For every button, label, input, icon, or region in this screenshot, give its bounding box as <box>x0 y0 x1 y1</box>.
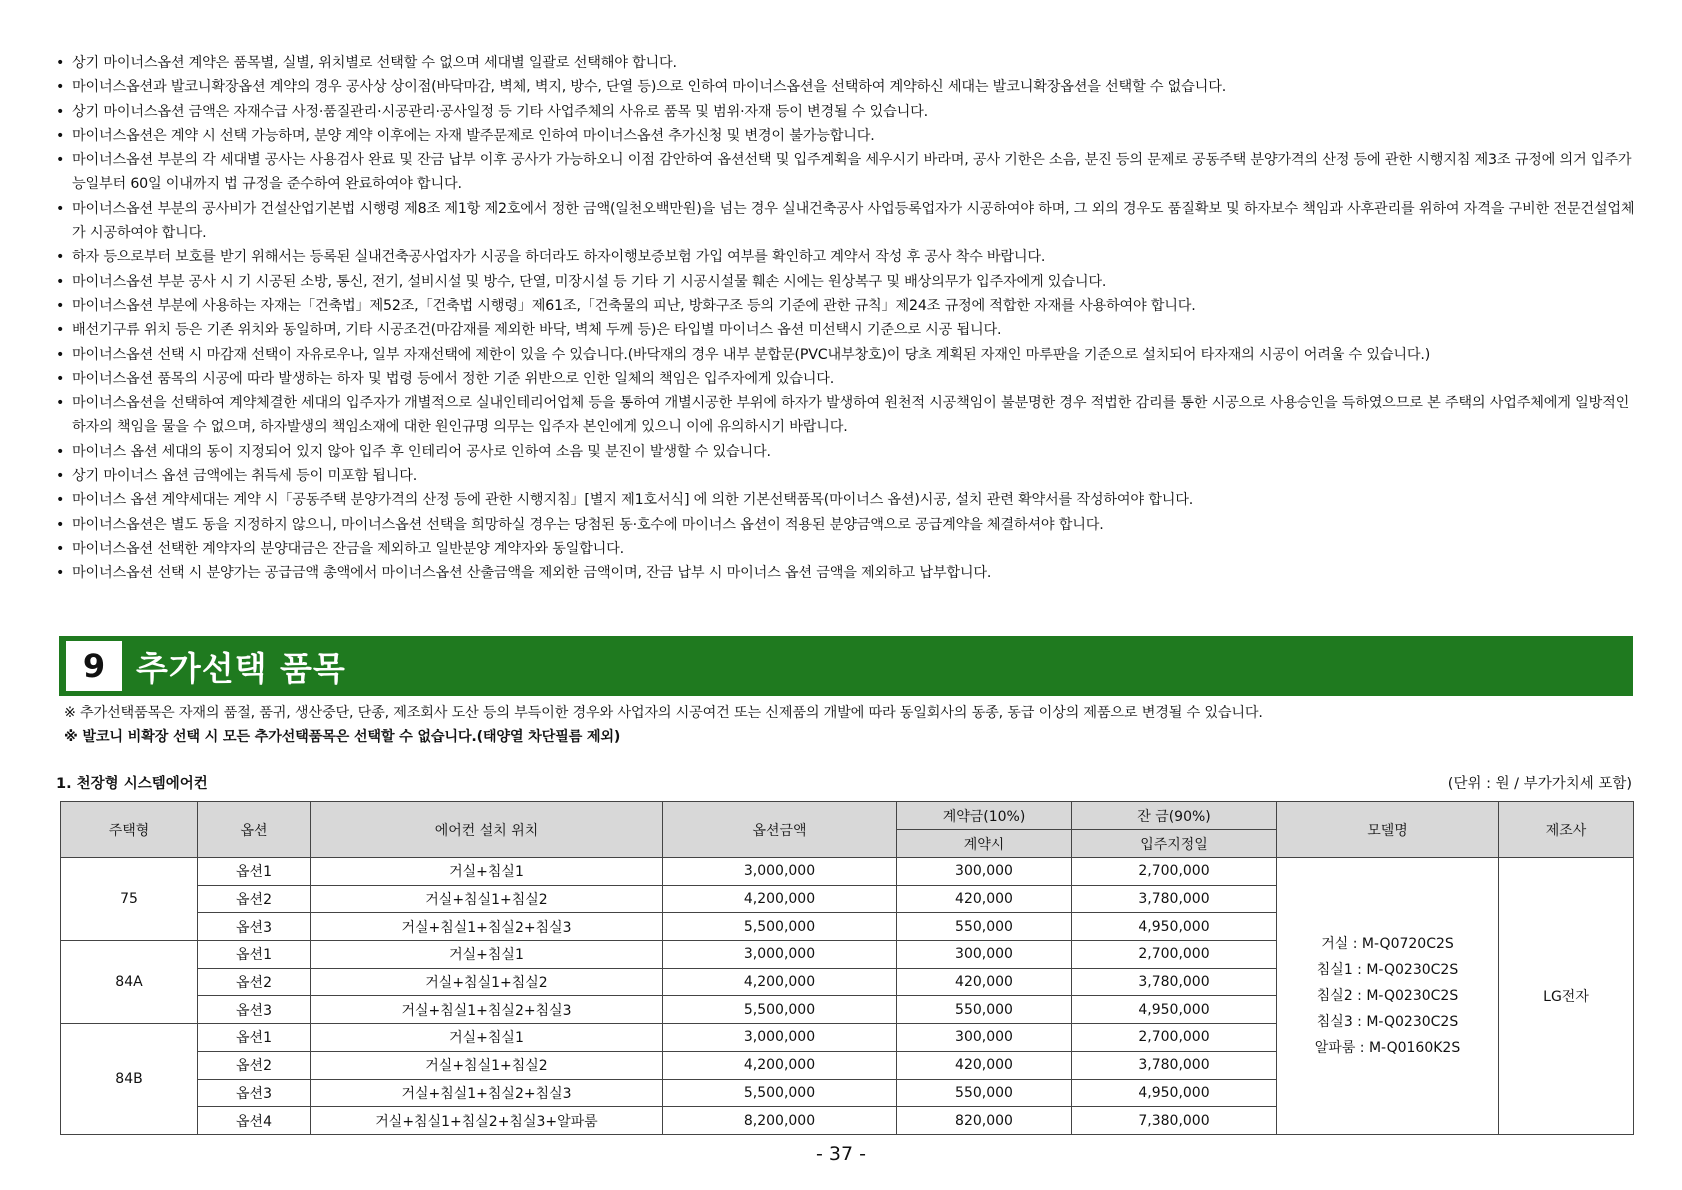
note-item: • 배선기구류 위치 등은 기존 위치와 동일하며, 기타 시공조건(마감재를 제외한 바닥, 벽체 두께 등)은 타입별 마이너스 옵션 미선택시 기준으로 시공 됩니다. <box>56 318 1636 342</box>
model-line: 침실3 : M-Q0230C2S <box>1316 1013 1459 1030</box>
aircon-option-table <box>60 801 1634 1135</box>
header-location: 에어컨 설치 위치 <box>311 802 663 858</box>
option-cell: 옵션1 <box>198 1024 311 1052</box>
maker-cell: LG전자 <box>1499 858 1634 1135</box>
price-cell: 4,200,000 <box>663 968 897 996</box>
note-item: • 마이너스옵션은 계약 시 선택 가능하며, 분양 계약 이후에는 자재 발주문제로 인하여 마이너스옵션 추가신청 및 변경이 불가능합니다. <box>56 124 1636 148</box>
subsection-title: 1. 천장형 시스템에어컨 <box>56 776 208 792</box>
type-cell: 75 <box>61 858 198 941</box>
note-item: • 마이너스옵션을 선택하여 계약체결한 세대의 입주자가 개별적으로 실내인테리어업체 등을 통하여 개별시공한 부위에 하자가 발생하여 원천적 시공책임이 불분명한 경우 적법한 감리를 통한 시공으로 사용승인을 득하였으므로 본 주택의 사업주체에게 일방적인 하자의 책임을 물을 수 없으며, 하자발생의 책임소재에 대한 원인규명 의무는 입주자 본인에게 있으니 이에 유의하시기 바랍니다. <box>56 391 1636 440</box>
note-item: • 마이너스옵션 부분 공사 시 기 시공된 소방, 통신, 전기, 설비시설 및 방수, 단열, 미장시설 등 기타 기 시공시설물 훼손 시에는 원상복구 및 배상의무가 입주자에게 있습니다. <box>56 270 1636 294</box>
header-deposit: 계약금(10%) <box>897 802 1072 830</box>
price-cell: 4,200,000 <box>663 885 897 913</box>
header-deposit-sub: 계약시 <box>897 830 1072 858</box>
balance-cell: 2,700,000 <box>1072 941 1277 969</box>
deposit-cell: 420,000 <box>897 1051 1072 1079</box>
deposit-cell: 420,000 <box>897 885 1072 913</box>
header-price: 옵션금액 <box>663 802 897 858</box>
balance-cell: 4,950,000 <box>1072 913 1277 941</box>
note-item: • 상기 마이너스옵션 계약은 품목별, 실별, 위치별로 선택할 수 없으며 세대별 일괄로 선택해야 합니다. <box>56 51 1636 75</box>
header-option: 옵션 <box>198 802 311 858</box>
remark-note: ※ 추가선택품목은 자재의 품절, 품귀, 생산중단, 단종, 제조회사 도산 등의 부득이한 경우와 사업자의 시공여건 또는 신제품의 개발에 따라 동일회사의 동종, 동급 이상의 제품으로 변경될 수 있습니다. <box>64 705 1263 721</box>
price-cell: 3,000,000 <box>663 941 897 969</box>
balance-cell: 7,380,000 <box>1072 1107 1277 1135</box>
option-cell: 옵션2 <box>198 1051 311 1079</box>
deposit-cell: 420,000 <box>897 968 1072 996</box>
location-cell: 거실+침실1 <box>311 941 663 969</box>
header-maker: 제조사 <box>1499 802 1634 858</box>
section-number: 9 <box>66 641 122 691</box>
option-cell: 옵션2 <box>198 885 311 913</box>
deposit-cell: 820,000 <box>897 1107 1072 1135</box>
deposit-cell: 550,000 <box>897 913 1072 941</box>
option-cell: 옵션1 <box>198 858 311 886</box>
location-cell: 거실+침실1+침실2 <box>311 885 663 913</box>
location-cell: 거실+침실1+침실2 <box>311 968 663 996</box>
note-item: • 마이너스옵션과 발코니확장옵션 계약의 경우 공사상 상이점(바닥마감, 벽체, 벽지, 방수, 단열 등)으로 인하여 마이너스옵션을 선택하여 계약하신 세대는 발코니확장옵션을 선택할 수 없습니다. <box>56 75 1636 99</box>
balance-cell: 4,950,000 <box>1072 996 1277 1024</box>
option-cell: 옵션1 <box>198 941 311 969</box>
note-item: • 마이너스 옵션 세대의 동이 지정되어 있지 않아 입주 후 인테리어 공사로 인하여 소음 및 분진이 발생할 수 있습니다. <box>56 440 1636 464</box>
deposit-cell: 300,000 <box>897 1024 1072 1052</box>
note-item: • 마이너스옵션 선택한 계약자의 분양대금은 잔금을 제외하고 일반분양 계약자와 동일합니다. <box>56 537 1636 561</box>
price-cell: 5,500,000 <box>663 913 897 941</box>
note-item: • 마이너스옵션 품목의 시공에 따라 발생하는 하자 및 법령 등에서 정한 기준 위반으로 인한 일체의 책임은 입주자에게 있습니다. <box>56 367 1636 391</box>
note-item: • 마이너스옵션 부분에 사용하는 자재는「건축법」제52조,「건축법 시행령」제61조,「건축물의 피난, 방화구조 등의 기준에 관한 규칙」제24조 규정에 적합한 자재를 사용하여야 합니다. <box>56 294 1636 318</box>
remark-note-bold: ※ 발코니 비확장 선택 시 모든 추가선택품목은 선택할 수 없습니다.(태양열 차단필름 제외) <box>64 729 621 745</box>
note-item: • 마이너스옵션 부분의 각 세대별 공사는 사용검사 완료 및 잔금 납부 이후 공사가 가능하오니 이점 감안하여 옵션선택 및 입주계획을 세우시기 바라며, 공사 기한은 소음, 분진 등의 문제로 공동주택 분양가격의 산정 등에 관한 시행지침 제3조 규정에 의거 입주가능일부터 60일 이내까지 법 규정을 준수하여 완료하여야 합니다. <box>56 148 1636 197</box>
option-cell: 옵션3 <box>198 1079 311 1107</box>
note-item: • 마이너스옵션 선택 시 마감재 선택이 자유로우나, 일부 자재선택에 제한이 있을 수 있습니다.(바닥재의 경우 내부 분합문(PVC내부창호)이 당초 계획된 자재인 마루판을 기준으로 설치되어 타자재의 시공이 어려울 수 있습니다.) <box>56 343 1636 367</box>
model-line: 침실2 : M-Q0230C2S <box>1316 987 1459 1004</box>
header-type: 주택형 <box>61 802 198 858</box>
deposit-cell: 300,000 <box>897 858 1072 886</box>
option-cell: 옵션2 <box>198 968 311 996</box>
type-cell: 84B <box>61 1024 198 1135</box>
price-cell: 5,500,000 <box>663 996 897 1024</box>
model-line: 거실 : M-Q0720C2S <box>1321 935 1454 952</box>
note-item: • 마이너스옵션 선택 시 분양가는 공급금액 총액에서 마이너스옵션 산출금액을 제외한 금액이며, 잔금 납부 시 마이너스 옵션 금액을 제외하고 납부합니다. <box>56 561 1636 585</box>
section-header <box>59 636 1633 696</box>
price-cell: 3,000,000 <box>663 1024 897 1052</box>
note-item: • 마이너스 옵션 계약세대는 계약 시「공동주택 분양가격의 산정 등에 관한 시행지침」[별지 제1호서식] 에 의한 기본선택품목(마이너스 옵션)시공, 설치 관련 확약서를 작성하여야 합니다. <box>56 488 1636 512</box>
note-item: • 마이너스옵션은 별도 동을 지정하지 않으니, 마이너스옵션 선택을 희망하실 경우는 당첨된 동·호수에 마이너스 옵션이 적용된 분양금액으로 공급계약을 체결하셔야 합니다. <box>56 513 1636 537</box>
price-cell: 3,000,000 <box>663 858 897 886</box>
balance-cell: 3,780,000 <box>1072 968 1277 996</box>
type-cell: 84A <box>61 941 198 1024</box>
deposit-cell: 550,000 <box>897 1079 1072 1107</box>
balance-cell: 2,700,000 <box>1072 1024 1277 1052</box>
note-item: • 하자 등으로부터 보호를 받기 위해서는 등록된 실내건축공사업자가 시공을 하더라도 하자이행보증보험 가입 여부를 확인하고 계약서 작성 후 공사 착수 바랍니다. <box>56 245 1636 269</box>
model-cell <box>1277 858 1499 1135</box>
balance-cell: 4,950,000 <box>1072 1079 1277 1107</box>
unit-note: (단위 : 원 / 부가가치세 포함) <box>1447 776 1632 792</box>
balance-cell: 3,780,000 <box>1072 885 1277 913</box>
balance-cell: 2,700,000 <box>1072 858 1277 886</box>
location-cell: 거실+침실1 <box>311 858 663 886</box>
price-cell: 8,200,000 <box>663 1107 897 1135</box>
deposit-cell: 550,000 <box>897 996 1072 1024</box>
section-title: 추가선택 품목 <box>136 648 346 688</box>
balance-cell: 3,780,000 <box>1072 1051 1277 1079</box>
location-cell: 거실+침실1 <box>311 1024 663 1052</box>
header-balance: 잔 금(90%) <box>1072 802 1277 830</box>
location-cell: 거실+침실1+침실2+침실3 <box>311 913 663 941</box>
table-row <box>61 858 1634 886</box>
model-line: 침실1 : M-Q0230C2S <box>1316 961 1459 978</box>
option-cell: 옵션3 <box>198 996 311 1024</box>
price-cell: 5,500,000 <box>663 1079 897 1107</box>
note-item: • 상기 마이너스 옵션 금액에는 취득세 등이 미포함 됩니다. <box>56 464 1636 488</box>
location-cell: 거실+침실1+침실2+침실3 <box>311 1079 663 1107</box>
price-cell: 4,200,000 <box>663 1051 897 1079</box>
deposit-cell: 300,000 <box>897 941 1072 969</box>
note-item: • 마이너스옵션 부분의 공사비가 건설산업기본법 시행령 제8조 제1항 제2호에서 정한 금액(일천오백만원)을 넘는 경우 실내건축공사 사업등록업자가 시공하여야 하며, 그 외의 경우도 품질확보 및 하자보수 책임과 사후관리를 위하여 자격을 구비한 전문건설업체가 시공하여야 합니다. <box>56 197 1636 246</box>
model-line: 알파룸 : M-Q0160K2S <box>1314 1039 1461 1056</box>
notes-list <box>56 51 1636 586</box>
location-cell: 거실+침실1+침실2+침실3 <box>311 996 663 1024</box>
note-item: • 상기 마이너스옵션 금액은 자재수급 사정·품질관리·시공관리·공사일정 등 기타 사업주체의 사유로 품목 및 범위·자재 등이 변경될 수 있습니다. <box>56 100 1636 124</box>
location-cell: 거실+침실1+침실2 <box>311 1051 663 1079</box>
header-balance-sub: 입주지정일 <box>1072 830 1277 858</box>
location-cell: 거실+침실1+침실2+침실3+알파룸 <box>311 1107 663 1135</box>
header-model: 모델명 <box>1277 802 1499 858</box>
page-number: - 37 - <box>816 1143 866 1165</box>
option-cell: 옵션4 <box>198 1107 311 1135</box>
option-cell: 옵션3 <box>198 913 311 941</box>
